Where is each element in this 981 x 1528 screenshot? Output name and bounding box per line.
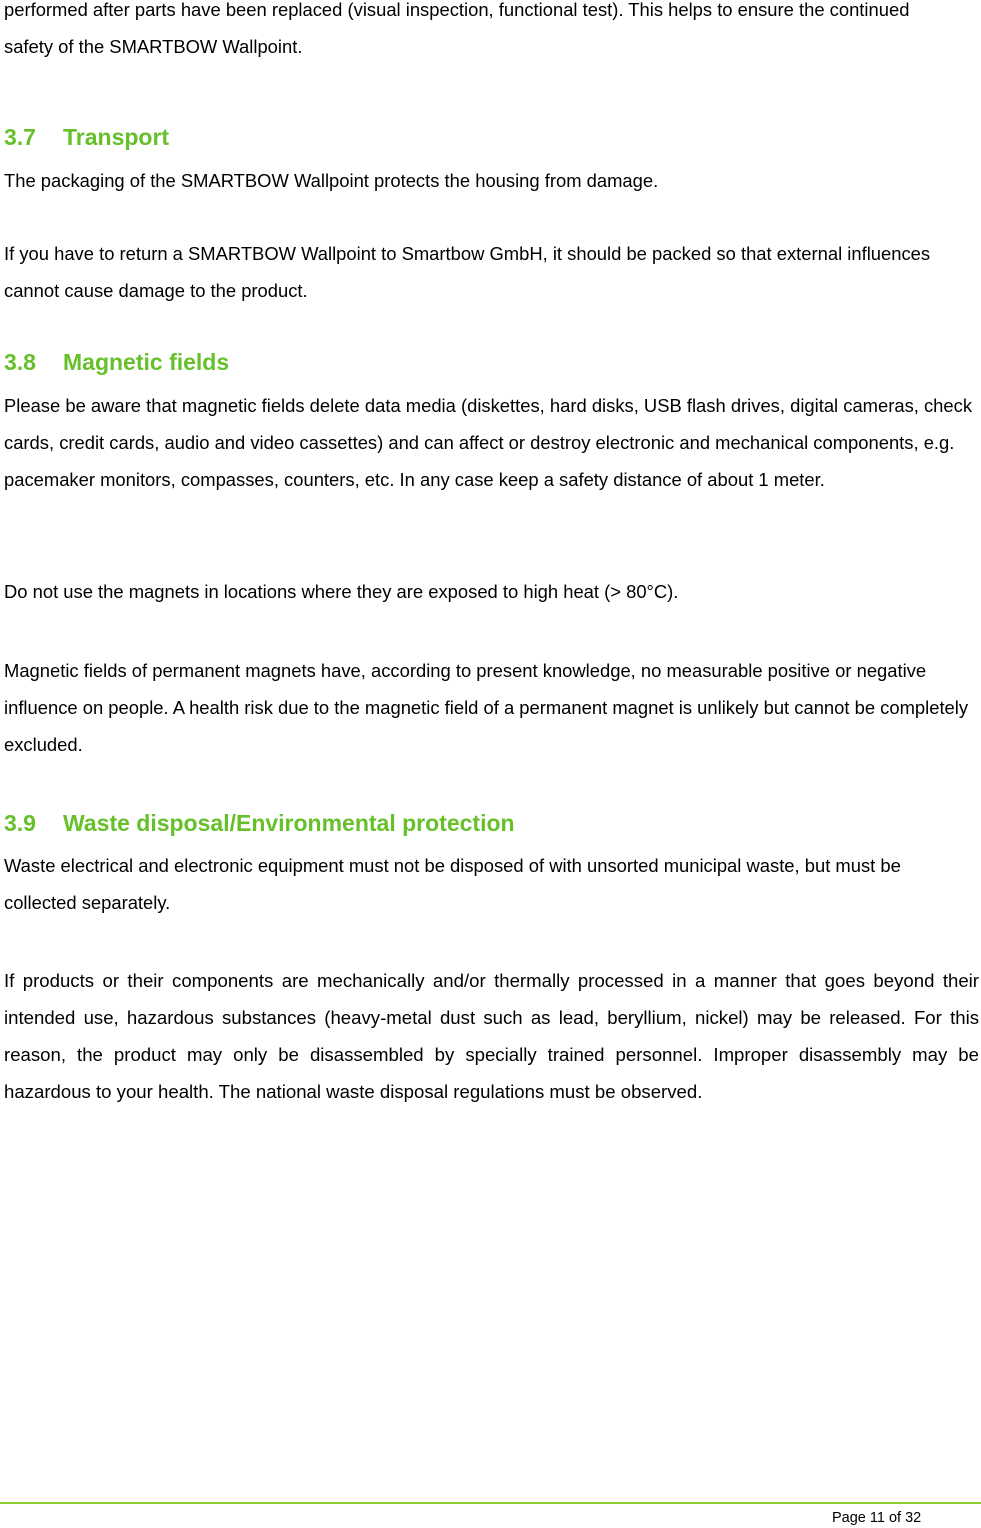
magnetic-paragraph-1: Please be aware that magnetic fields delete data media (diskettes, hard disks, USB flash drives, digital cameras, check cards, credit cards, audio and video cassettes) and can affect or destroy electronic and mechanical components, e.g. pacemaker monitors, compasses, counters, etc. In any case keep a safety distance of about 1 meter. bbox=[4, 395, 973, 490]
transport-paragraph-1: The packaging of the SMARTBOW Wallpoint protects the housing from damage. bbox=[4, 170, 659, 191]
magnetic-paragraph-2: Do not use the magnets in locations where they are exposed to high heat (> 80°C). bbox=[4, 581, 679, 602]
section-number: 3.8 bbox=[4, 349, 36, 375]
waste-paragraph-2: If products or their components are mechanically and/or thermally processed in a manner that goes beyond their intended use, hazardous substances (heavy-metal dust such as lead, beryllium, nickel) may be released. For this reason, the product may only be disassembled by specially trained personnel. Improper disassembly may be hazardous to your health. The national waste disposal regulations must be observed. bbox=[4, 970, 979, 1102]
section-title: Transport bbox=[63, 124, 170, 150]
section-title: Magnetic fields bbox=[63, 349, 230, 375]
section-heading-magnetic-fields bbox=[4, 347, 229, 377]
footer-divider bbox=[0, 1502, 981, 1504]
section-title: Waste disposal/Environmental protection bbox=[63, 810, 515, 836]
page-number: Page 11 of 32 bbox=[832, 1510, 922, 1526]
section-heading-transport bbox=[4, 122, 169, 152]
intro-paragraph: performed after parts have been replaced (visual inspection, functional test). This helps to ensure the continued safety of the SMARTBOW Wallpoint. bbox=[4, 0, 910, 57]
magnetic-paragraph-3: Magnetic fields of permanent magnets have, according to present knowledge, no measurable positive or negative influence on people. A health risk due to the magnetic field of a permanent magnet is unlikely but cannot be completely excluded. bbox=[4, 660, 969, 755]
section-heading-waste-disposal bbox=[4, 808, 515, 838]
section-number: 3.7 bbox=[4, 124, 36, 150]
section-number: 3.9 bbox=[4, 810, 36, 836]
transport-paragraph-2: If you have to return a SMARTBOW Wallpoint to Smartbow GmbH, it should be packed so that external influences cannot cause damage to the product. bbox=[4, 243, 931, 301]
waste-paragraph-1: Waste electrical and electronic equipment must not be disposed of with unsorted municipal waste, but must be collected separately. bbox=[4, 855, 901, 913]
